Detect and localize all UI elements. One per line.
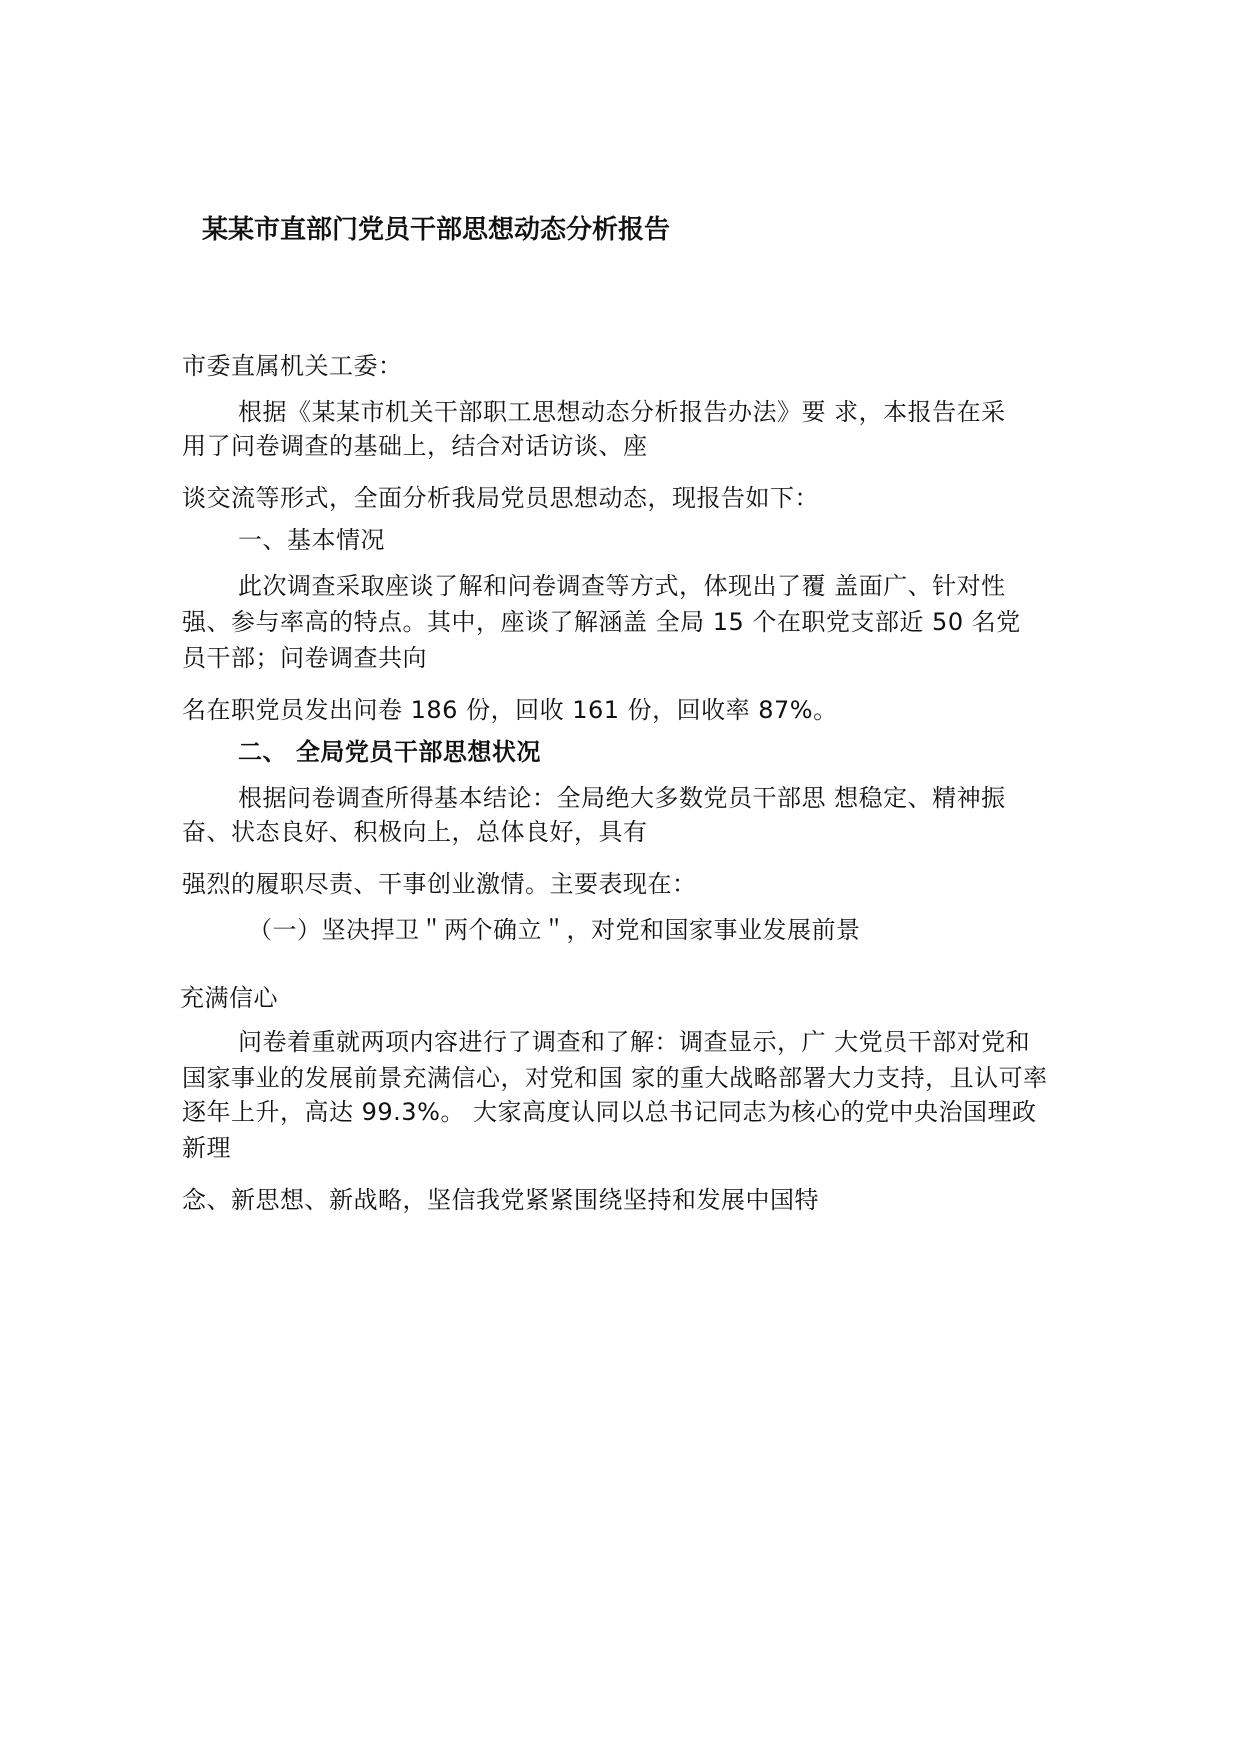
paragraph-line: 问卷着重就两项内容进行了调查和了解：调查显示，广 大党员干部对党和	[238, 1028, 1031, 1056]
section-heading: 一、基本情况	[238, 526, 385, 554]
paragraph-line: 谈交流等形式，全面分析我局党员思想动态，现报告如下：	[182, 484, 819, 512]
salutation: 市委直属机关工委：	[182, 352, 403, 380]
paragraph-line: 此次调查采取座谈了解和问卷调查等方式，体现出了覆 盖面广、针对性	[238, 572, 1006, 600]
subsection-heading: 充满信心	[180, 984, 278, 1012]
section-heading: 二、 全局党员干部思想状况	[238, 738, 541, 766]
paragraph-line: 员干部；问卷调查共向	[182, 644, 427, 672]
paragraph-line: 奋、状态良好、积极向上，总体良好，具有	[182, 818, 648, 846]
paragraph-line: 用了问卷调查的基础上，结合对话访谈、座	[182, 432, 648, 460]
paragraph-line: 根据问卷调查所得基本结论：全局绝大多数党员干部思 想稳定、精神振	[238, 784, 1006, 812]
paragraph-line: 逐年上升，高达 99.3%。 大家高度认同以总书记同志为核心的党中央治国理政	[182, 1098, 1037, 1126]
paragraph-line: 根据《某某市机关干部职工思想动态分析报告办法》要 求，本报告在采	[238, 398, 1006, 426]
subsection-heading: （一）坚决捍卫＂两个确立＂，对党和国家事业发展前景	[248, 916, 861, 944]
paragraph-line: 新理	[182, 1134, 231, 1162]
paragraph-line: 念、新思想、新战略，坚信我党紧紧围绕坚持和发展中国特	[182, 1186, 819, 1214]
document-title: 某某市直部门党员干部思想动态分析报告	[202, 215, 671, 245]
paragraph-line: 国家事业的发展前景充满信心，对党和国 家的重大战略部署大力支持，且认可率	[182, 1064, 1048, 1092]
paragraph-line: 名在职党员发出问卷 186 份，回收 161 份，回收率 87%。	[182, 696, 838, 724]
paragraph-line: 强、参与率高的特点。其中，座谈了解涵盖 全局 15 个在职党支部近 50 名党	[182, 608, 1021, 636]
paragraph-line: 强烈的履职尽责、干事创业激情。主要表现在：	[182, 870, 697, 898]
